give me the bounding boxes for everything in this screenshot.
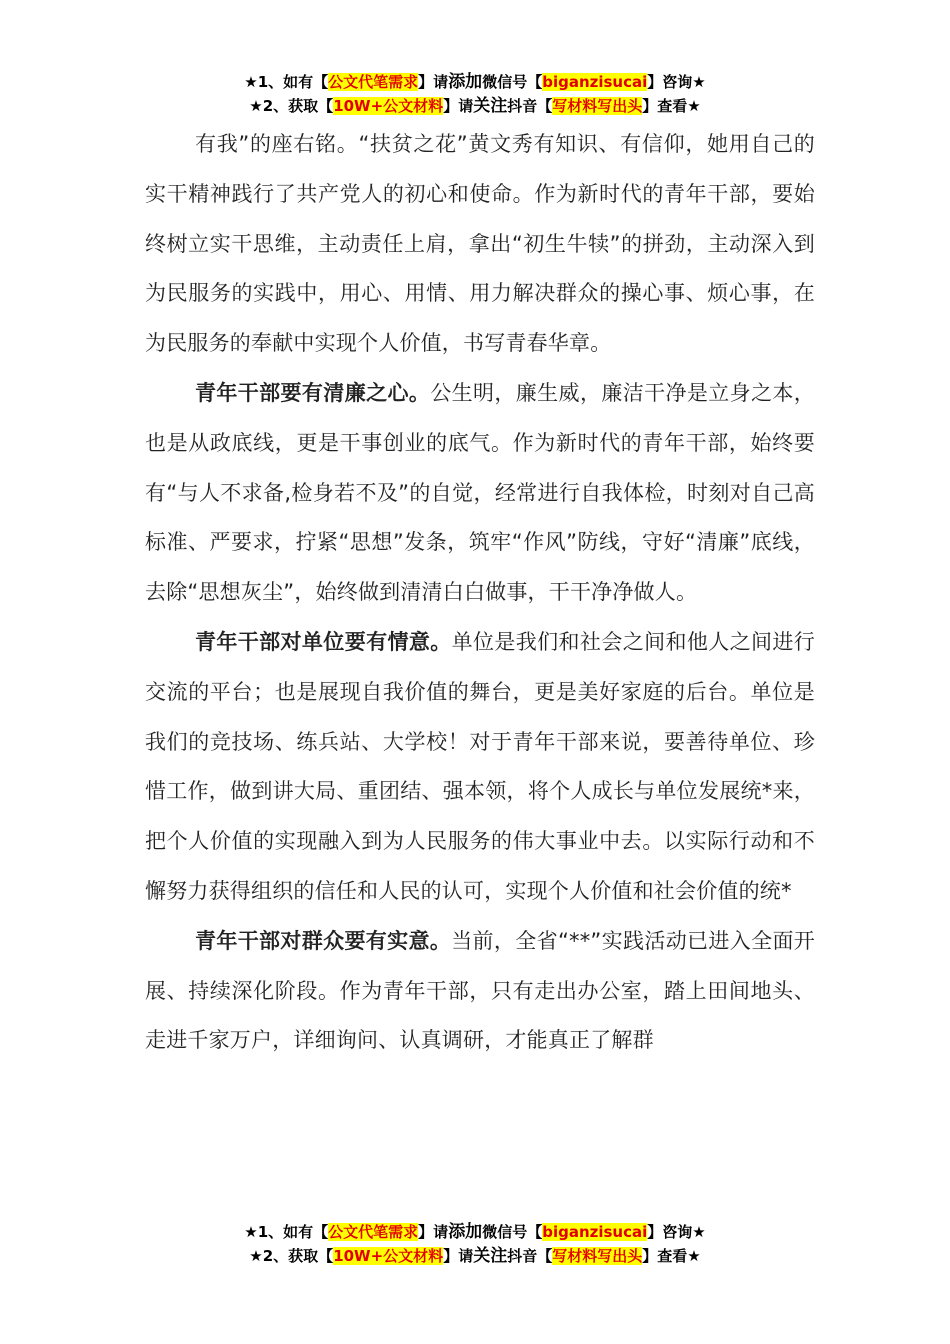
header-banner (0, 70, 950, 118)
highlight-ghostwriting: 公文代笔需求 (328, 73, 419, 91)
paragraph-masses: 青年干部对群众要有实意。当前，全省“**”实践活动已进入全面开展、持续深化阶段。作为青年干部，只有走出办公室，踏上田间地头、走进千家万户，详细询问、认真调研，才能真正了解群 (145, 928, 816, 1053)
section-heading: 青年干部对群众要有实意。 (195, 928, 452, 953)
highlight-douyin: 写材料写出头 (552, 1247, 643, 1265)
banner-line-2: ★2、获取【10W+公文材料】请关注抖音【写材料写出头】查看★ (249, 1246, 701, 1266)
banner-line-2: ★2、获取【10W+公文材料】请关注抖音【写材料写出头】查看★ (249, 96, 701, 116)
highlight-materials: 10W+公文材料 (333, 1247, 444, 1265)
highlight-douyin: 写材料写出头 (552, 97, 643, 115)
section-heading: 青年干部对单位要有情意。 (195, 629, 452, 654)
banner-line-1: ★1、如有【公文代笔需求】请添加微信号【biganzisucai】咨询★ (244, 72, 706, 92)
highlight-wechat-id: biganzisucai (542, 73, 648, 91)
banner-line-1: ★1、如有【公文代笔需求】请添加微信号【biganzisucai】咨询★ (244, 1222, 706, 1242)
document-body (145, 120, 815, 1066)
paragraph-continued: 有我”的座右铭。“扶贫之花”黄文秀有知识、有信仰，她用自己的实干精神践行了共产党人的初心和使命。作为新时代的青年干部，要始终树立实干思维，主动责任上肩，拿出“初生牛犊”的拼劲，主动深入到为民服务的实践中，用心、用情、用力解决群众的操心事、烦心事，在为民服务的奉献中实现个人价值，书写青春华章。 (145, 132, 815, 356)
section-heading: 青年干部要有清廉之心。 (195, 380, 431, 405)
footer-banner (0, 1220, 950, 1268)
highlight-materials: 10W+公文材料 (333, 97, 444, 115)
paragraph-integrity: 青年干部要有清廉之心。公生明，廉生威，廉洁干净是立身之本，也是从政底线，更是干事创业的底气。作为新时代的青年干部，始终要有“与人不求备,检身若不及”的自觉，经常进行自我体检，时刻对自己高标准、严要求，拧紧“思想”发条，筑牢“作风”防线，守好“清廉”底线，去除“思想灰尘”，始终做到清清白白做事，干干净净做人。 (145, 380, 815, 605)
paragraph-workplace: 青年干部对单位要有情意。单位是我们和社会之间和他人之间进行交流的平台；也是展现自我价值的舞台，更是美好家庭的后台。单位是我们的竞技场、练兵站、大学校！对于青年干部来说，要善待单位、珍惜工作，做到讲大局、重团结、强本领，将个人成长与单位发展统*来，把个人价值的实现融入到为人民服务的伟大事业中去。以实际行动和不懈努力获得组织的信任和人民的认可，实现个人价值和社会价值的统* (145, 629, 815, 903)
highlight-wechat-id: biganzisucai (542, 1223, 648, 1241)
highlight-ghostwriting: 公文代笔需求 (328, 1223, 419, 1241)
